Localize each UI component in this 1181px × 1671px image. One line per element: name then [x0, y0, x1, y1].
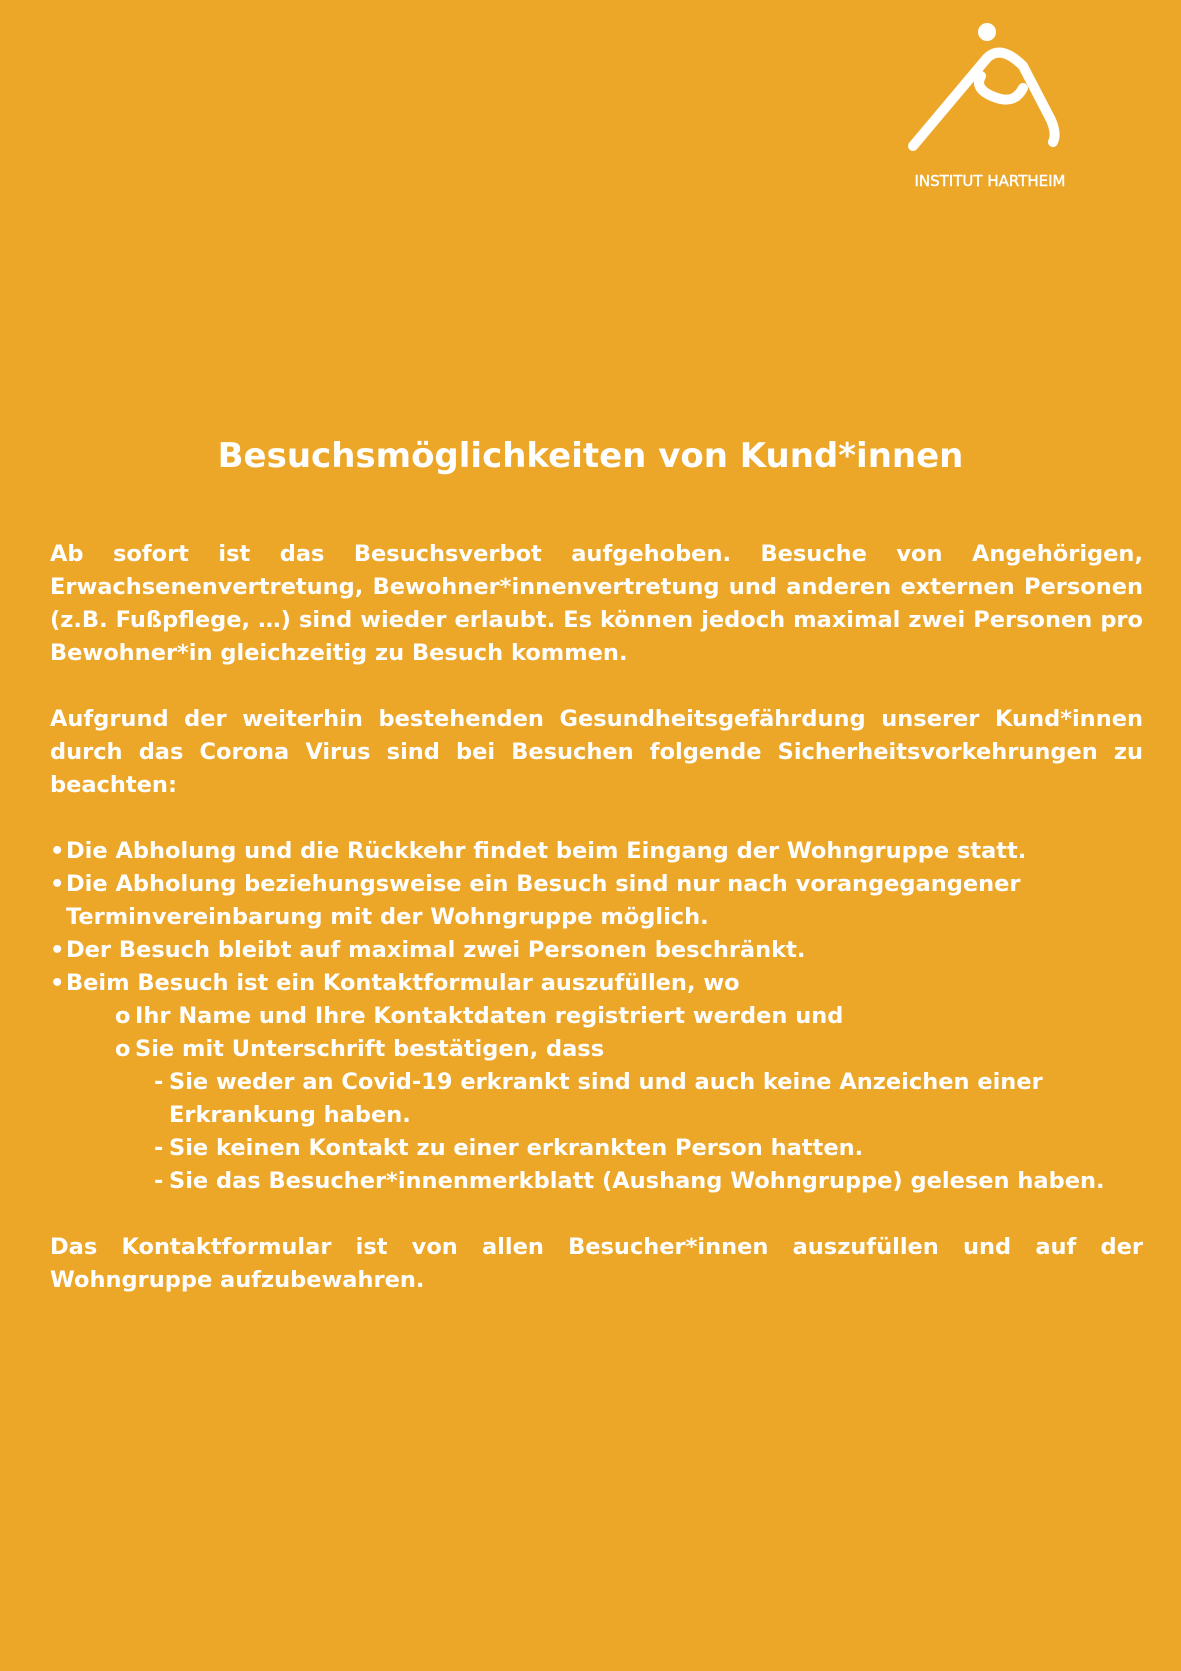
reason-paragraph: Aufgrund der weiterhin bestehenden Gesundheitsgefährdung unserer Kund*innen durch das Corona Virus sind bei Besuchen folgende Sicherheitsvorkehrungen zu beachten: [50, 706, 1143, 798]
hartheim-person-arch-icon [903, 18, 1073, 168]
dash-marker: - [154, 1135, 164, 1161]
logo-text: INSTITUT HARTHEIM [914, 172, 1066, 190]
closing-paragraph: Das Kontaktformular ist von allen Besucher*innen auszufüllen und auf der Wohngruppe aufzubewahren. [50, 1234, 1143, 1293]
rule-text: Der Besuch bleibt auf maximal zwei Personen beschränkt. [66, 937, 806, 963]
sub-rule-item [50, 1033, 1143, 1066]
sub-rule-item [50, 1000, 1143, 1033]
confirmation-item [50, 1165, 1143, 1198]
rule-item [50, 868, 1143, 934]
sub-rule-text: Sie mit Unterschrift bestätigen, dass [135, 1036, 605, 1062]
circle-marker: o [115, 1036, 131, 1062]
document-body [50, 538, 1143, 1297]
confirmation-item [50, 1132, 1143, 1165]
sub-rule-text: Ihr Name und Ihre Kontaktdaten registriert werden und [135, 1003, 844, 1029]
circle-marker: o [115, 1003, 131, 1029]
bullet-marker: • [50, 871, 65, 897]
rule-item [50, 934, 1143, 967]
rule-text: Beim Besuch ist ein Kontaktformular auszufüllen, wo [66, 970, 740, 996]
dash-marker: - [154, 1069, 164, 1095]
bullet-marker: • [50, 838, 65, 864]
bullet-marker: • [50, 970, 65, 996]
rule-item [50, 835, 1143, 868]
institut-hartheim-logo [895, 18, 1085, 198]
confirmation-text: Sie das Besucher*innenmerkblatt (Aushang Wohngruppe) gelesen haben. [169, 1168, 1105, 1194]
intro-paragraph: Ab sofort ist das Besuchsverbot aufgehoben. Besuche von Angehörigen, Erwachsenenvertretung, Bewohner*innenvertretung und anderen externen Personen (z.B. Fußpflege, …) sind wieder erlaubt. Es können jedoch maximal zwei Personen pro Bewohner*in gleichzeitig zu Besuch kommen. [50, 541, 1143, 666]
confirmation-text: Sie keinen Kontakt zu einer erkrankten Person hatten. [169, 1135, 864, 1161]
confirmation-item [50, 1066, 1143, 1132]
rule-text: Die Abholung beziehungsweise ein Besuch sind nur nach vorangegangener Terminvereinbarung mit der Wohngruppe möglich. [66, 871, 1021, 930]
bullet-marker: • [50, 937, 65, 963]
rule-item [50, 967, 1143, 1000]
dash-marker: - [154, 1168, 164, 1194]
page-title: Besuchsmöglichkeiten von Kund*innen [217, 436, 964, 476]
confirmation-text: Sie weder an Covid-19 erkrankt sind und auch keine Anzeichen einer Erkrankung haben. [169, 1069, 1043, 1128]
rule-text: Die Abholung und die Rückkehr findet beim Eingang der Wohngruppe statt. [66, 838, 1027, 864]
